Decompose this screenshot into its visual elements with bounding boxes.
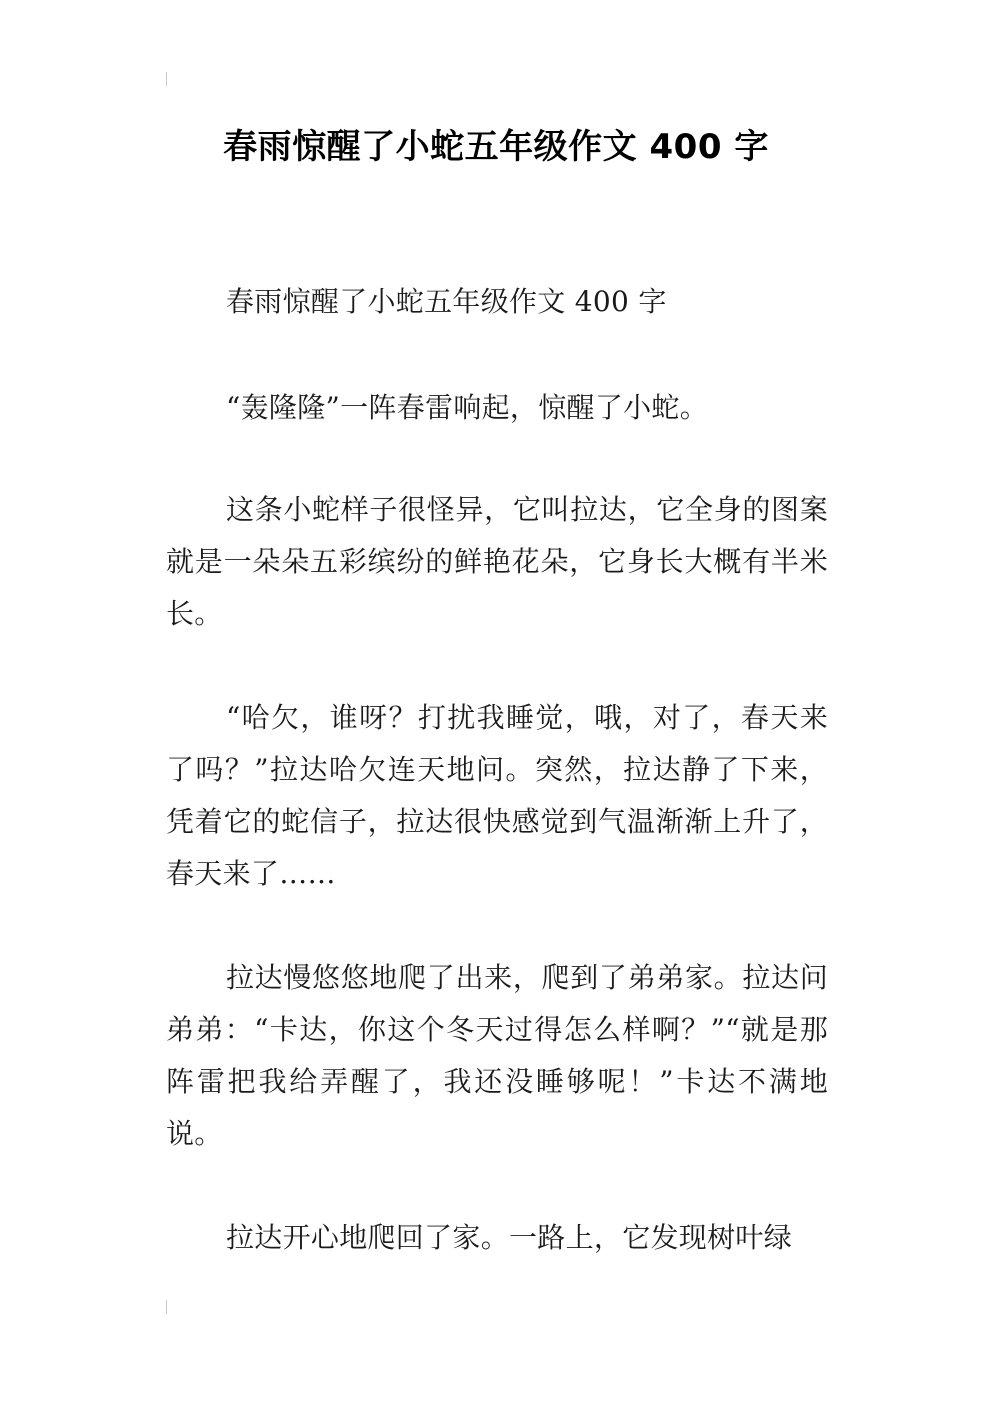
page-corner-mark-top [166,72,167,86]
paragraph-1: “轰隆隆”一阵春雷响起，惊醒了小蛇。 [226,391,709,424]
paragraph-subtitle: 春雨惊醒了小蛇五年级作文 400 字 [226,285,667,318]
document-title: 春雨惊醒了小蛇五年级作文 400 字 [223,127,769,167]
paragraph-4: 拉达慢悠悠地爬了出来，爬到了弟弟家。拉达问弟弟：“卡达，你这个冬天过得怎么样啊？”“就是那阵雷把我给弄醒了，我还没睡够呢！”卡达不满地说。 [166,961,828,1150]
paragraph-2: 这条小蛇样子很怪异，它叫拉达，它全身的图案就是一朵朵五彩缤纷的鲜艳花朵，它身长大概有半米长。 [166,493,828,630]
paragraph-5: 拉达开心地爬回了家。一路上，它发现树叶绿 [226,1221,793,1254]
paragraph-3: “哈欠，谁呀？打扰我睡觉，哦，对了，春天来了吗？”拉达哈欠连天地问。突然，拉达静了下来，凭着它的蛇信子，拉达很快感觉到气温渐渐上升了，春天来了…… [166,701,828,890]
page-corner-mark-bottom [166,1300,167,1314]
